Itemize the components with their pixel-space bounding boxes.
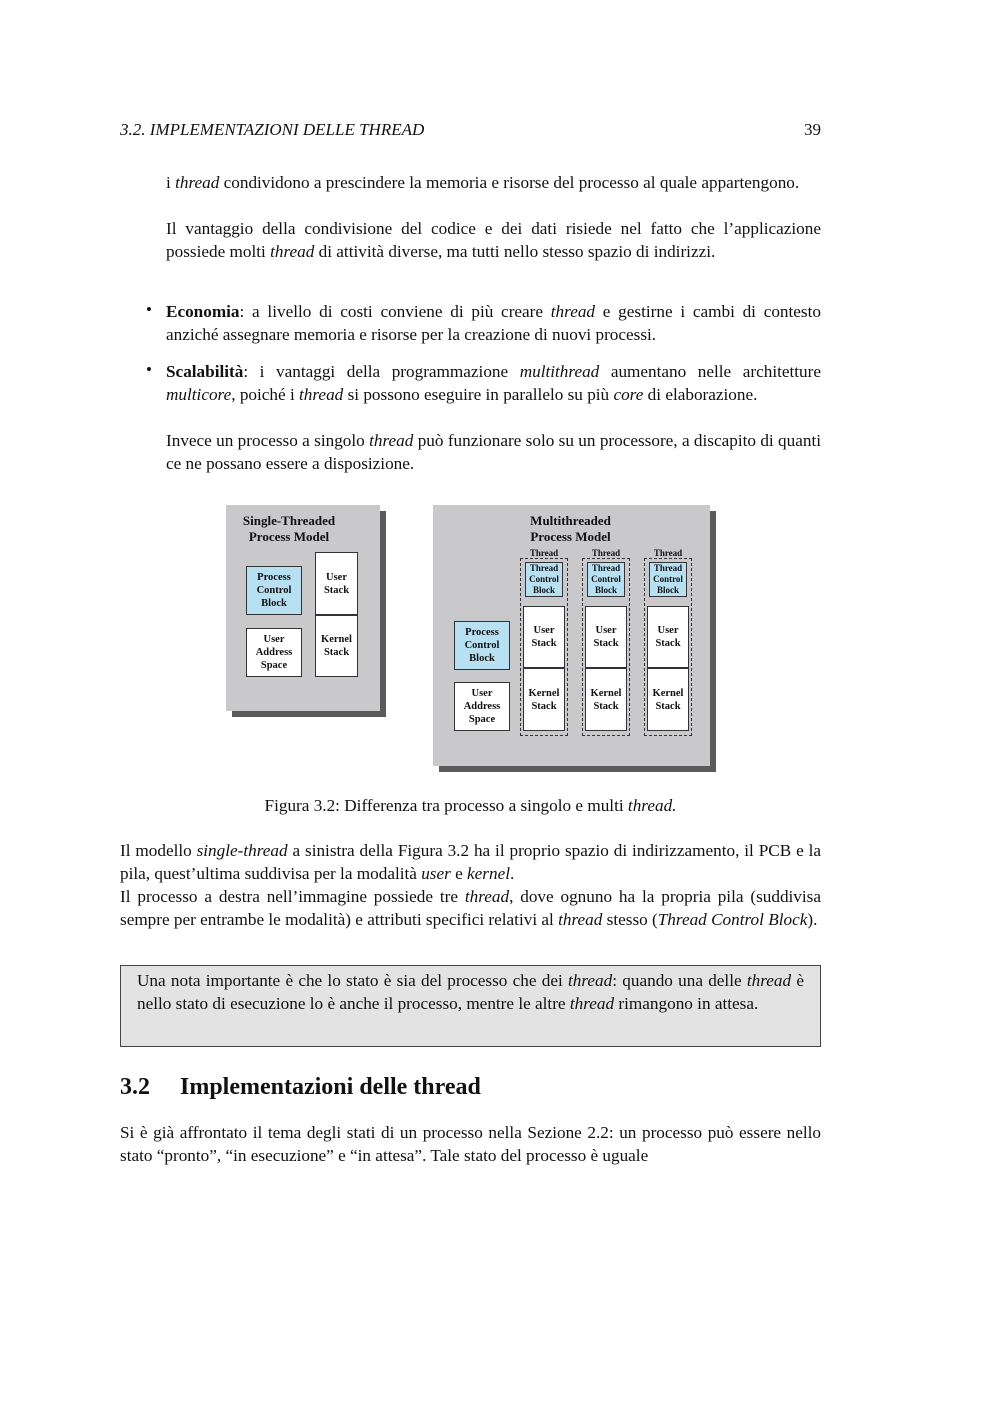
section-number: 3.2 <box>120 1074 150 1100</box>
header-section-title: 3.2. IMPLEMENTAZIONI DELLE THREAD <box>120 120 425 139</box>
thread-control-block: Thread Control Block <box>649 562 687 597</box>
kernel-stack: Kernel Stack <box>585 668 627 731</box>
page-number: 39 <box>804 120 821 139</box>
process-control-block: Process Control Block <box>246 566 302 615</box>
bullet-scalabilita: Scalabilità: i vantaggi della programmazione multithread aumentano nelle architetture multicore, poiché i thread si possono eseguire in parallelo su più core di elaborazione. <box>166 362 821 404</box>
section-title: Implementazioni delle thread <box>180 1074 481 1100</box>
single-threaded-title: Single-Threaded Process Model <box>242 513 336 544</box>
multithreaded-title: Multithreaded Process Model <box>530 513 611 544</box>
bullet-economia: Economia: a livello di costi conviene di più creare thread e gestirne i cambi di contesto anziché assegnare memoria e risorse per la creazione di nuovi processi. <box>166 302 821 344</box>
body-paragraph-1: Il modello single-thread a sinistra della Figura 3.2 ha il proprio spazio di indirizzamento, il PCB e la pila, quest’ultima suddivisa per la modalità user e kernel. <box>120 841 821 883</box>
user-address-space: User Address Space <box>246 628 302 677</box>
thread-control-block: Thread Control Block <box>587 562 625 597</box>
kernel-stack: Kernel Stack <box>523 668 565 731</box>
thread-label: Thread <box>653 548 683 558</box>
process-control-block: Process Control Block <box>454 621 510 670</box>
user-stack: User Stack <box>315 552 358 615</box>
intro-paragraph-1: i thread condividono a prescindere la memoria e risorse del processo al quale appartengono. <box>166 173 800 192</box>
thread-label: Thread <box>529 548 559 558</box>
intro-paragraph-2: Il vantaggio della condivisione del codice e dei dati risiede nel fatto che l’applicazione possiede molti thread di attività diverse, ma tutti nello stesso spazio di indirizzi. <box>166 219 821 261</box>
multithreaded-panel <box>433 505 710 766</box>
bullet-icon: • <box>146 300 152 319</box>
user-address-space: User Address Space <box>454 682 510 731</box>
user-stack: User Stack <box>585 606 627 668</box>
user-stack: User Stack <box>647 606 689 668</box>
bullet-scalabilita-continuation: Invece un processo a singolo thread può funzionare solo su un processore, a discapito di quanti ce ne possano essere a disposizione. <box>166 431 822 473</box>
body-paragraph-2: Il processo a destra nell’immagine possiede tre thread, dove ognuno ha la propria pila (suddivisa sempre per entrambe le modalità) e attributi specifici relativi al thread stesso (Thread Control Block). <box>120 887 821 929</box>
thread-label: Thread <box>591 548 621 558</box>
section-heading <box>120 1074 481 1101</box>
thread-control-block: Thread Control Block <box>525 562 563 597</box>
section-paragraph: Si è già affrontato il tema degli stati di un processo nella Sezione 2.2: un processo può essere nello stato “pronto”, “in esecuzione” e “in attesa”. Tale stato del processo è uguale <box>120 1123 821 1165</box>
note-box: Una nota importante è che lo stato è sia del processo che dei thread: quando una delle thread è nello stato di esecuzione lo è anche il processo, mentre le altre thread rimangono in attesa. <box>120 965 821 1047</box>
user-stack: User Stack <box>523 606 565 668</box>
running-header <box>120 120 821 140</box>
bullet-icon: • <box>146 360 152 379</box>
process-model-figure <box>222 503 722 778</box>
kernel-stack: Kernel Stack <box>315 615 358 677</box>
figure-caption: Figura 3.2: Differenza tra processo a singolo e multi thread. <box>264 796 677 815</box>
kernel-stack: Kernel Stack <box>647 668 689 731</box>
single-threaded-panel <box>226 505 380 711</box>
